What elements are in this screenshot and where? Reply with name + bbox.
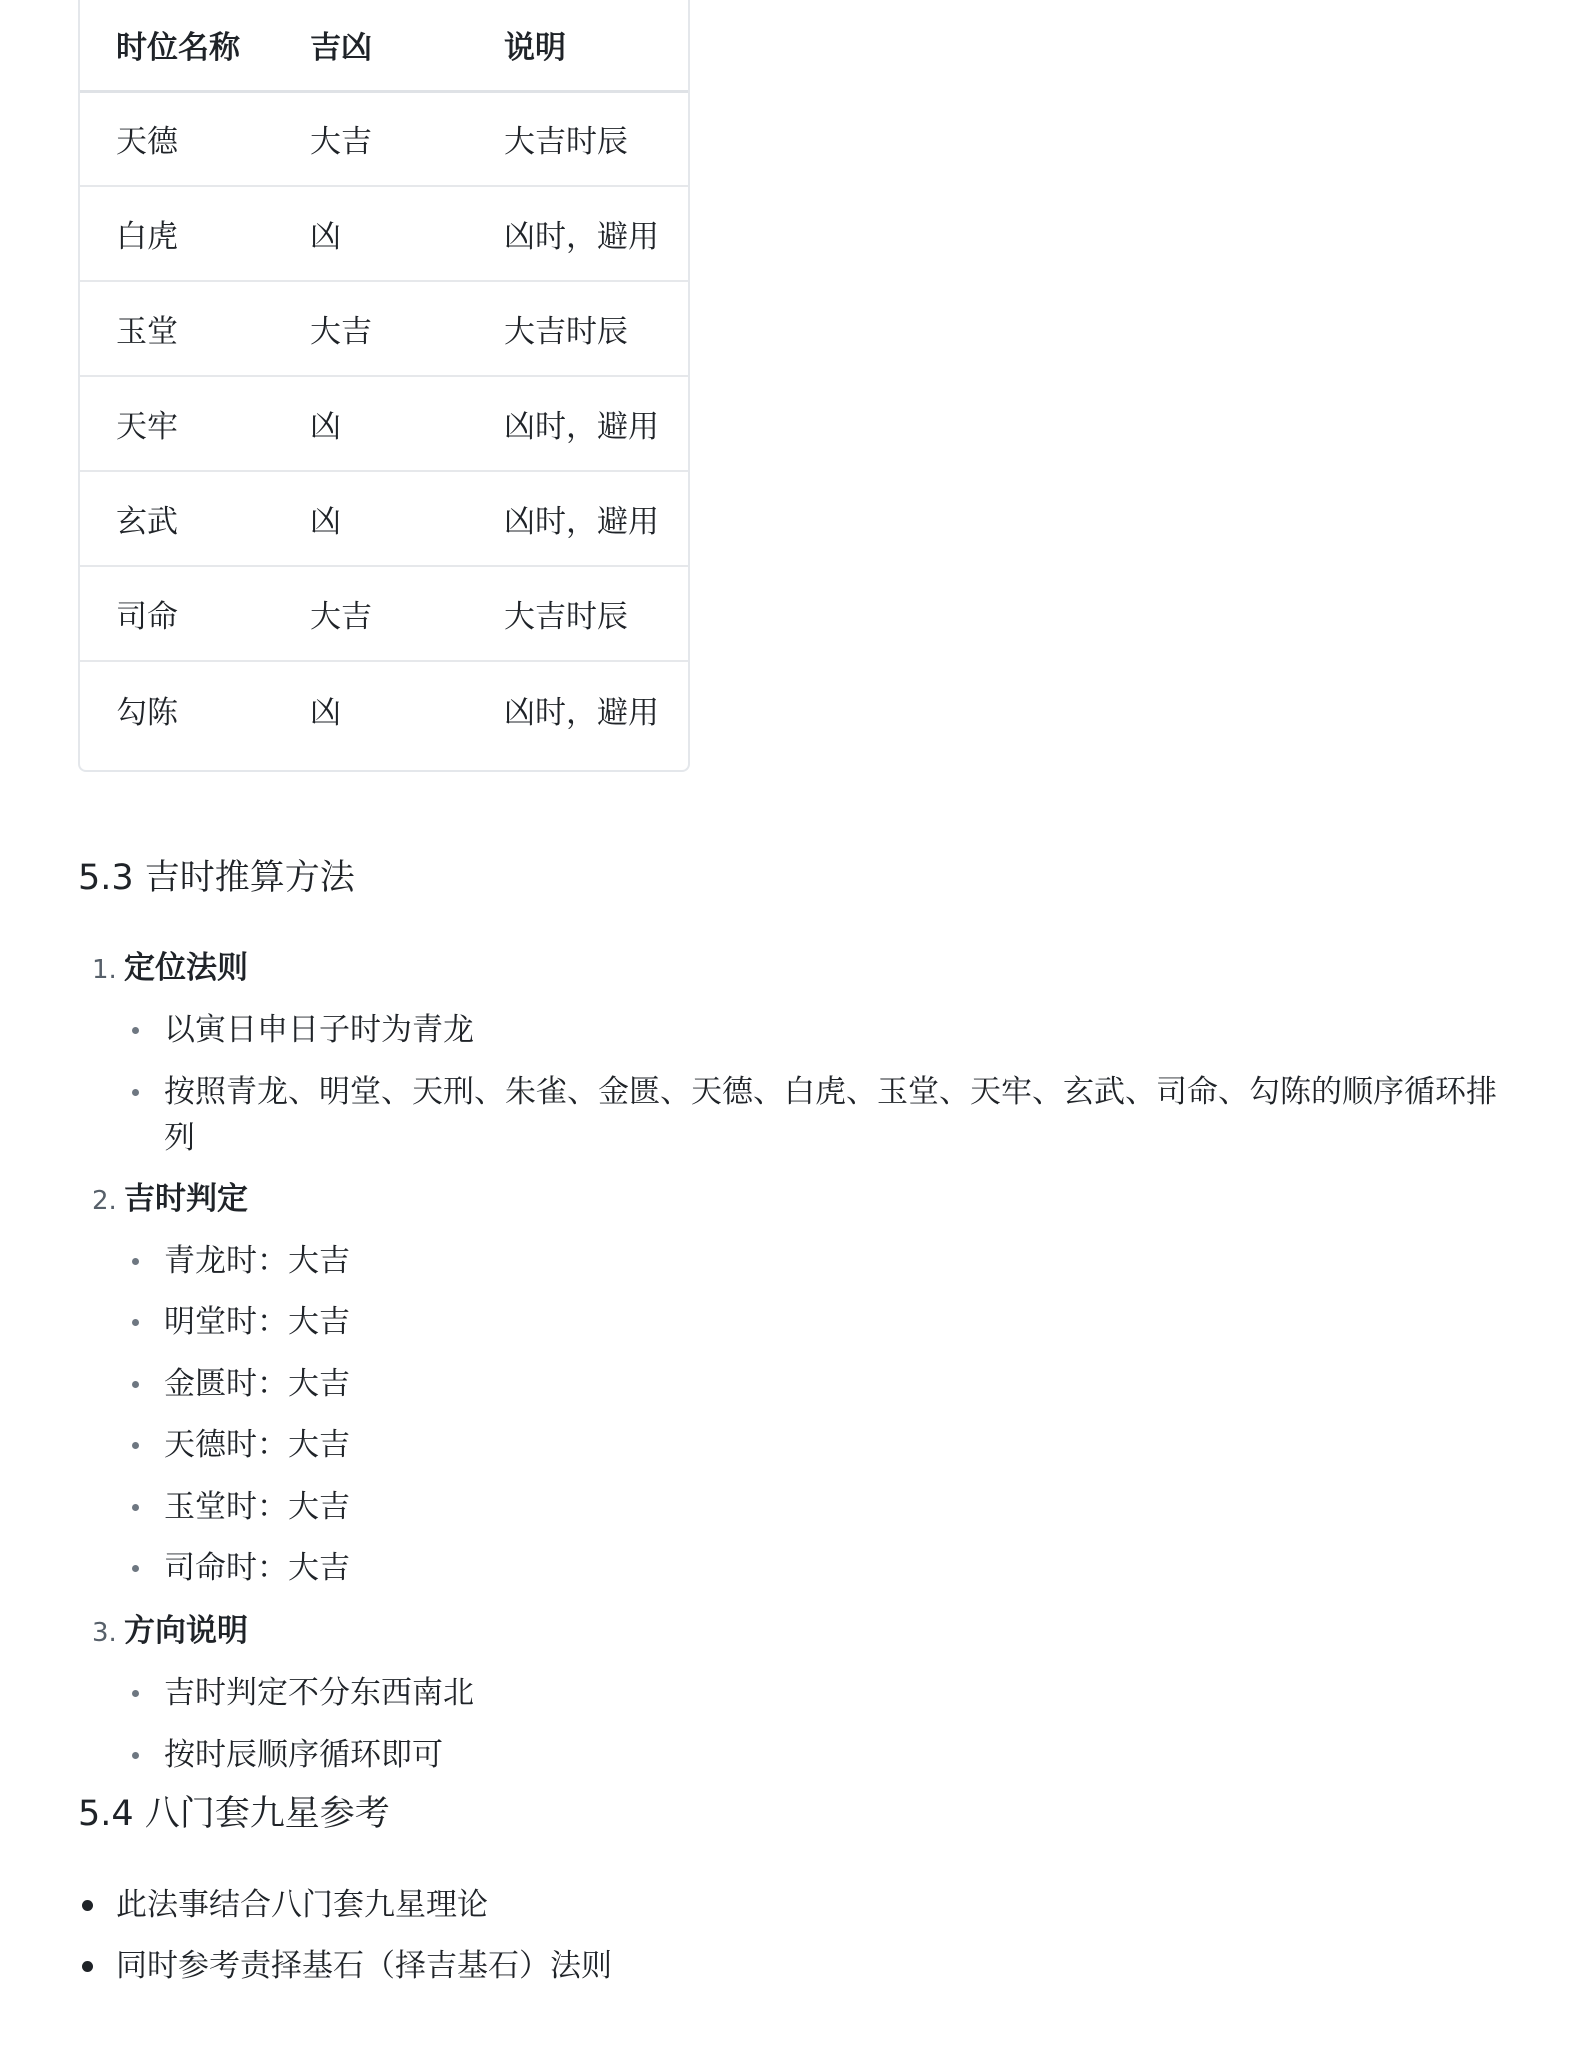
table-row (80, 281, 688, 376)
bullet-icon (132, 1504, 139, 1511)
bullet-icon (132, 1752, 139, 1759)
table-cell: 勾陈 (116, 694, 178, 731)
column-header-description: 说明 (468, 0, 688, 91)
column-header-fortune: 吉凶 (274, 0, 468, 91)
table-row (80, 566, 688, 661)
table-cell: 大吉 (274, 281, 468, 376)
list-item-text: 玉堂时：大吉 (164, 1489, 350, 1525)
list-item (132, 1007, 1502, 1053)
list-item (132, 1670, 1502, 1716)
bullet-icon (82, 1961, 93, 1972)
table-cell: 凶 (274, 471, 468, 566)
bullet-icon (132, 1027, 139, 1034)
table-cell: 天牢 (80, 376, 274, 471)
table-cell: 凶 (274, 186, 468, 281)
table-cell: 凶 (274, 376, 468, 471)
bullet-icon (132, 1258, 139, 1265)
table-header-row (80, 0, 688, 91)
list-number: 2. (92, 1186, 117, 1216)
table-row (80, 186, 688, 281)
table-cell: 大吉时辰 (468, 281, 688, 376)
ordered-list-item (92, 1177, 248, 1223)
list-item-text: 按照青龙、明堂、天刑、朱雀、金匮、天德、白虎、玉堂、天牢、玄武、司命、勾陈的顺序循环排列 (164, 1074, 1497, 1156)
list-item (82, 1883, 488, 1927)
table-cell: 大吉 (274, 91, 468, 186)
list-item-title: 定位法则 (124, 950, 248, 986)
table-cell: 凶时，避用 (468, 471, 688, 566)
table-cell: 大吉时辰 (468, 91, 688, 186)
table-cell: 白虎 (80, 186, 274, 281)
list-item-text: 天德时：大吉 (164, 1427, 350, 1463)
table-cell: 玄武 (80, 471, 274, 566)
bullet-icon (132, 1381, 139, 1388)
list-item-title: 方向说明 (124, 1613, 248, 1649)
list-item-text: 同时参考责择基石（择吉基石）法则 (116, 1948, 612, 1984)
list-item-text: 按时辰顺序循环即可 (164, 1737, 443, 1773)
list-item-text: 司命时：大吉 (164, 1550, 350, 1586)
list-item-text: 金匮时：大吉 (164, 1366, 350, 1402)
list-item-text: 吉时判定不分东西南北 (164, 1675, 474, 1711)
hour-position-table (78, 0, 690, 772)
list-item (82, 1944, 612, 1988)
section-heading-5-3: 5.3 吉时推算方法 (78, 858, 355, 898)
list-item (132, 1422, 1502, 1468)
table-row (80, 91, 688, 186)
bullet-icon (132, 1089, 139, 1096)
bullet-icon (132, 1442, 139, 1449)
list-item-text: 青龙时：大吉 (164, 1243, 350, 1279)
list-item (132, 1361, 1502, 1407)
table-cell: 大吉时辰 (468, 566, 688, 661)
table-row (80, 471, 688, 566)
list-item (132, 1545, 1502, 1591)
column-header-name: 时位名称 (80, 0, 274, 91)
list-item (132, 1069, 1502, 1161)
table-cell: 凶时，避用 (504, 694, 659, 731)
ordered-list-item (92, 946, 248, 992)
table-cell: 凶 (310, 694, 341, 731)
list-number: 1. (92, 955, 117, 985)
ordered-list-item (92, 1609, 248, 1655)
list-item (132, 1238, 1502, 1284)
table-cell: 玉堂 (80, 281, 274, 376)
table-row (80, 376, 688, 471)
list-item-text: 此法事结合八门套九星理论 (116, 1887, 488, 1923)
section-heading-5-4: 5.4 八门套九星参考 (78, 1794, 390, 1834)
bullet-icon (132, 1565, 139, 1572)
list-item-title: 吉时判定 (124, 1181, 248, 1217)
list-item-text: 以寅日申日子时为青龙 (164, 1012, 474, 1048)
table-cell: 大吉 (274, 566, 468, 661)
list-number: 3. (92, 1618, 117, 1648)
table-cell: 司命 (80, 566, 274, 661)
table-cell: 天德 (80, 91, 274, 186)
list-item-text: 明堂时：大吉 (164, 1304, 350, 1340)
table-row (80, 661, 688, 756)
table-cell: 凶时，避用 (468, 186, 688, 281)
list-item (132, 1484, 1502, 1530)
bullet-icon (132, 1690, 139, 1697)
table-cell: 凶时，避用 (468, 376, 688, 471)
list-item (132, 1299, 1502, 1345)
bullet-icon (132, 1319, 139, 1326)
list-item (132, 1732, 1502, 1778)
bullet-icon (82, 1900, 93, 1911)
